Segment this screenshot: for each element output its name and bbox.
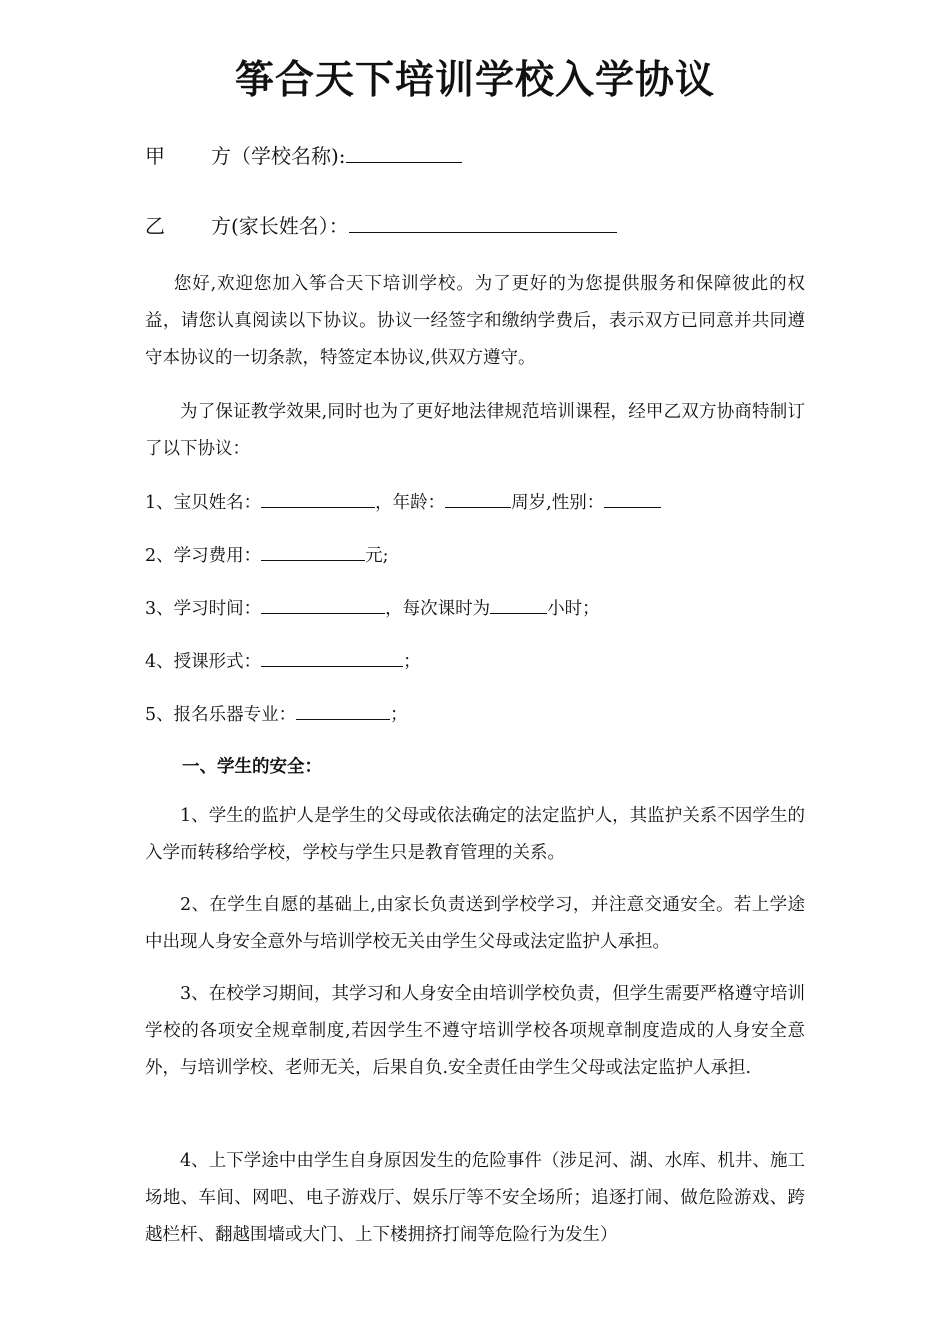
age-blank[interactable] — [445, 491, 511, 508]
party-b-mark: 乙 — [145, 214, 165, 238]
party-b-label: 方(家长姓名）： — [211, 214, 349, 238]
intro-paragraph-1: 您好,欢迎您加入筝合天下培训学校。为了更好的为您提供服务和保障彼此的权益，请您认真阅读以下协议。协议一经签字和缴纳学费后，表示双方已同意并共同遵守本协议的一切条款，特签定本协议,供双方遵守。 — [145, 274, 805, 368]
party-a-mark: 甲 — [145, 144, 165, 168]
field-fee — [145, 544, 389, 567]
safety-clause-1: 1、学生的监护人是学生的父母或依法确定的法定监护人，其监护关系不因学生的入学而转移给学校，学校与学生只是教育管理的关系。 — [145, 806, 805, 863]
safety-clause-4: 4、上下学途中由学生自身原因发生的危险事件（涉足河、湖、水库、机井、施工场地、车间、网吧、电子游戏厅、娱乐厅等不安全场所；追逐打闹、做危险游戏、跨越栏杆、翻越围墙或大门、上下楼拥挤打闹等危险行为发生） — [145, 1151, 805, 1245]
field-lesson-unit: 小时； — [547, 599, 600, 619]
field-instrument-label: 5、报名乐器专业： — [145, 705, 297, 725]
field-age-label: ，年龄： — [375, 493, 446, 513]
field-teaching-form-label: 4、授课形式： — [145, 652, 262, 672]
party-a-label: 方（学校名称): — [211, 144, 346, 168]
field-study-time-label: 3、学习时间： — [145, 599, 262, 619]
lesson-hours-blank[interactable] — [490, 597, 547, 614]
teaching-form-blank[interactable] — [261, 650, 403, 667]
field-fee-label: 2、学习费用： — [145, 546, 262, 566]
intro-paragraph-2: 为了保证教学效果,同时也为了更好地法律规范培训课程，经甲乙双方协商特制订了以下协议： — [145, 402, 805, 459]
party-a-blank[interactable] — [346, 144, 462, 163]
study-time-blank[interactable] — [261, 597, 385, 614]
instrument-blank[interactable] — [296, 703, 390, 720]
field-baby-name — [145, 491, 661, 514]
field-study-time — [145, 597, 600, 620]
fee-blank[interactable] — [261, 544, 365, 561]
party-b-blank[interactable] — [349, 214, 617, 233]
field-teaching-form — [145, 650, 421, 673]
safety-clause-3: 3、在校学习期间，其学习和人身安全由培训学校负责，但学生需要严格遵守培训学校的各项安全规章制度,若因学生不遵守培训学校各项规章制度造成的人身安全意外，与培训学校、老师无关，后果自负.安全责任由学生父母或法定监护人承担. — [145, 984, 805, 1078]
gender-blank[interactable] — [604, 491, 661, 508]
field-teaching-form-end: ； — [403, 652, 421, 672]
field-baby-name-label: 1、宝贝姓名： — [145, 493, 262, 513]
field-instrument-end: ； — [390, 705, 408, 725]
party-b-line — [145, 214, 617, 238]
field-gender-label: 周岁,性别： — [511, 493, 605, 513]
section-heading-safety: 一、学生的安全： — [182, 757, 322, 777]
safety-clause-2: 2、在学生自愿的基础上,由家长负责送到学校学习，并注意交通安全。若上学途中出现人身安全意外与培训学校无关由学生父母或法定监护人承担。 — [145, 895, 805, 952]
field-instrument — [145, 703, 408, 726]
baby-name-blank[interactable] — [261, 491, 375, 508]
party-a-line — [145, 144, 462, 168]
field-fee-unit: 元; — [365, 546, 389, 566]
document-title: 筝合天下培训学校入学协议 — [234, 58, 715, 103]
field-lesson-label: ，每次课时为 — [385, 599, 491, 619]
